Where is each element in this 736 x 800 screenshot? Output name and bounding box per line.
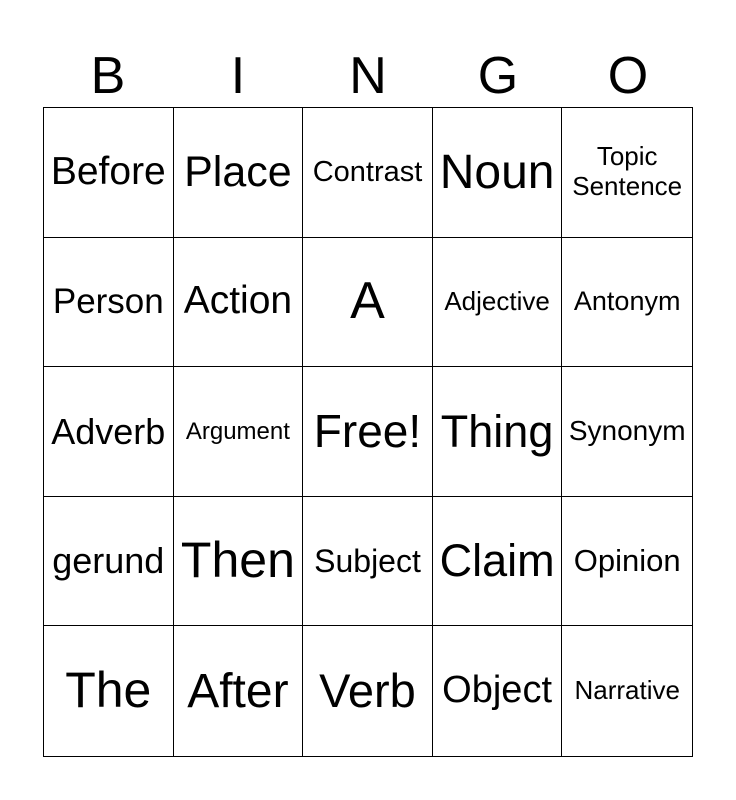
bingo-cell-narrative[interactable]: Narrative (574, 675, 680, 706)
bingo-cell-object[interactable]: Object (433, 626, 563, 756)
bingo-cell-opinion[interactable]: Opinion (562, 497, 692, 627)
bingo-cell-the[interactable]: The (44, 626, 174, 756)
bingo-cell-adverb[interactable]: Adverb (44, 367, 174, 497)
bingo-cell-argument[interactable]: Argument (174, 367, 304, 497)
bingo-cell-free[interactable]: Free! (303, 367, 433, 497)
bingo-cell-thing[interactable]: Thing (433, 367, 563, 497)
bingo-cell-noun[interactable]: Noun (433, 108, 563, 238)
bingo-cell-then[interactable]: Then (174, 497, 304, 627)
bingo-cell-a[interactable]: A (303, 238, 433, 368)
bingo-cell-after[interactable]: After (174, 626, 304, 756)
bingo-cell-synonym[interactable]: Synonym (562, 367, 692, 497)
bingo-cell-before[interactable]: Before (44, 108, 174, 238)
bingo-header (43, 40, 693, 108)
bingo-cell-contrast[interactable]: Contrast (303, 108, 433, 238)
bingo-cell-gerund[interactable]: gerund (44, 497, 174, 627)
bingo-cell-person[interactable]: Person (44, 238, 174, 368)
header-letter-o: O (607, 47, 649, 105)
bingo-cell-action[interactable]: Action (174, 238, 304, 368)
bingo-board (43, 107, 693, 757)
header-letter-b: B (90, 47, 126, 105)
header-letter-i: I (230, 47, 246, 105)
bingo-cell-adjective[interactable]: Adjective (433, 238, 563, 368)
bingo-cell-claim[interactable]: Claim (433, 497, 563, 627)
bingo-cell-subject[interactable]: Subject (303, 497, 433, 627)
bingo-cell-antonym[interactable]: Antonym (562, 238, 692, 368)
bingo-cell-place[interactable]: Place (174, 108, 304, 238)
header-letter-n: N (349, 47, 387, 105)
header-letter-g: G (477, 47, 519, 105)
bingo-cell-topic-sentence[interactable]: Topic Sentence (562, 108, 692, 238)
bingo-cell-verb[interactable]: Verb (303, 626, 433, 756)
